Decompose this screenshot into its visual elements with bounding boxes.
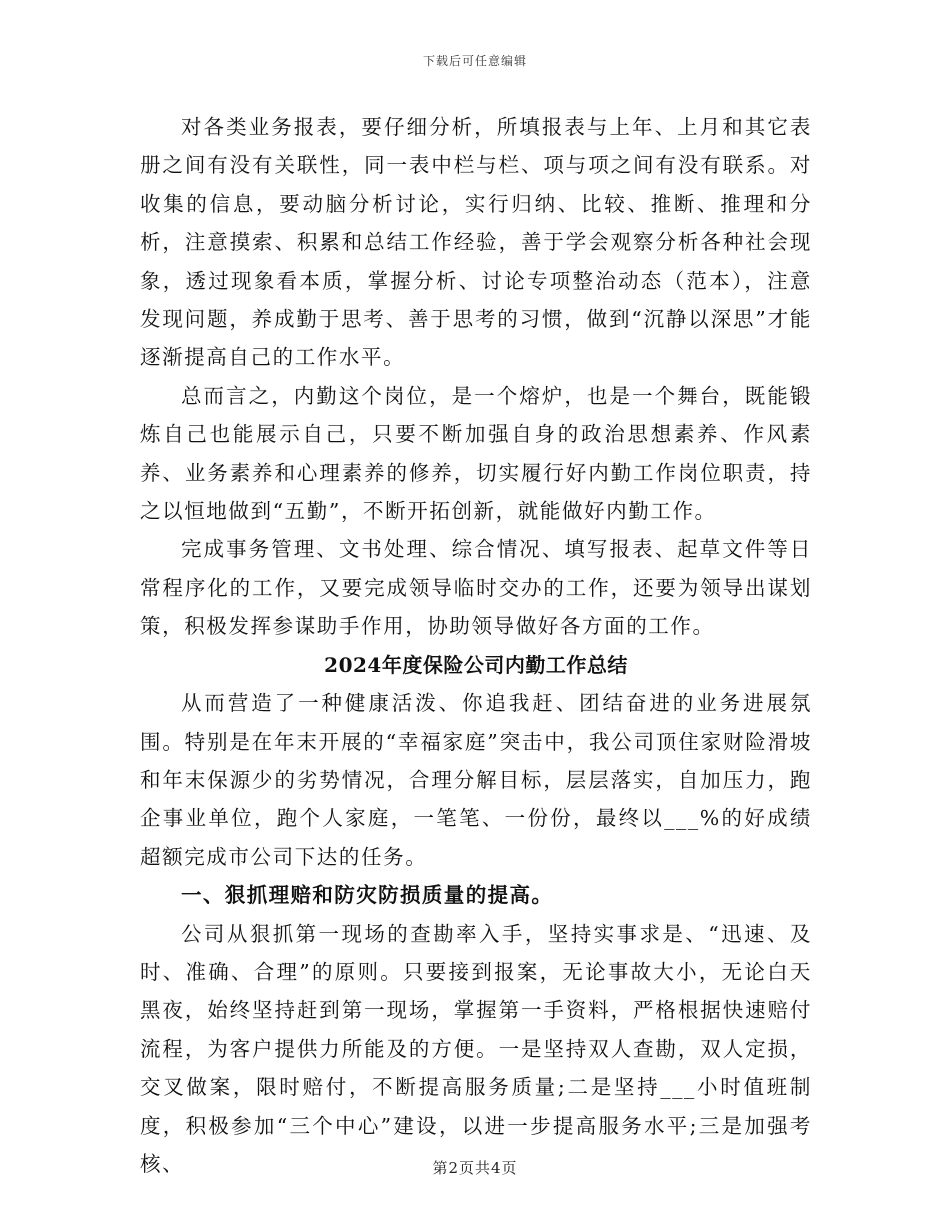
paragraph-duties: 完成事务管理、文书处理、综合情况、填写报表、起草文件等日常程序化的工作，又要完成领导临时交办的工作，还要为领导出谋划策，积极发挥参谋助手作用，协助领导做好各方面的工作。 bbox=[140, 537, 812, 639]
section-heading-claims: 一、狠抓理赔和防灾防损质量的提高。 bbox=[181, 883, 554, 908]
header-note: 下载后可任意编辑 bbox=[422, 54, 527, 68]
paragraph-business-atmosphere: 从而营造了一种健康活泼、你追我赶、团结奋进的业务进展氛围。特别是在年末开展的“幸福家庭”突击中，我公司顶住家财险滑坡和年末保源少的劣势情况，合理分解目标，层层落实，自加压力，跑企事业单位，跑个人家庭，一笔笔、一份份，最终以___%的好成绩超额完成市公司下达的任务。 bbox=[140, 691, 812, 869]
paragraph-summary: 总而言之，内勤这个岗位，是一个熔炉，也是一个舞台，既能锻炼自己也能展示自己，只要不断加强自身的政治思想素养、作风素养、业务素养和心理素养的修养，切实履行好内勤工作岗位职责，持之以恒地做到“五勤”，不断开拓创新，就能做好内勤工作。 bbox=[140, 383, 812, 524]
paragraph-claims-process: 公司从狠抓第一现场的查勘率入手，坚持实事求是、“迅速、及时、准确、合理”的原则。只要接到报案，无论事故大小，无论白天黑夜，始终坚持赶到第一现场，掌握第一手资料，严格根据快速赔付流程，为客户提供力所能及的方便。一是坚持双人查勘，双人定损，交叉做案，限时赔付，不断提高服务质量;二是坚持___小时值班制度，积极参加“三个中心”建设，以进一步提高服务水平;三是加强考核、 bbox=[140, 921, 812, 1176]
document-title: 2024年度保险公司内勤工作总结 bbox=[324, 652, 628, 677]
page-number: 第2页共4页 bbox=[432, 1159, 518, 1177]
paragraph-report-analysis: 对各类业务报表，要仔细分析，所填报表与上年、上月和其它表册之间有没有关联性，同一表中栏与栏、项与项之间有没有联系。对收集的信息，要动脑分析讨论，实行归纳、比较、推断、推理和分析，注意摸索、积累和总结工作经验，善于学会观察分析各种社会现象，透过现象看本质，掌握分析、讨论专项整治动态（范本），注意发现问题，养成勤于思考、善于思考的习惯，做到“沉静以深思”才能逐渐提高自己的工作水平。 bbox=[140, 115, 812, 370]
document-body bbox=[140, 108, 812, 1183]
